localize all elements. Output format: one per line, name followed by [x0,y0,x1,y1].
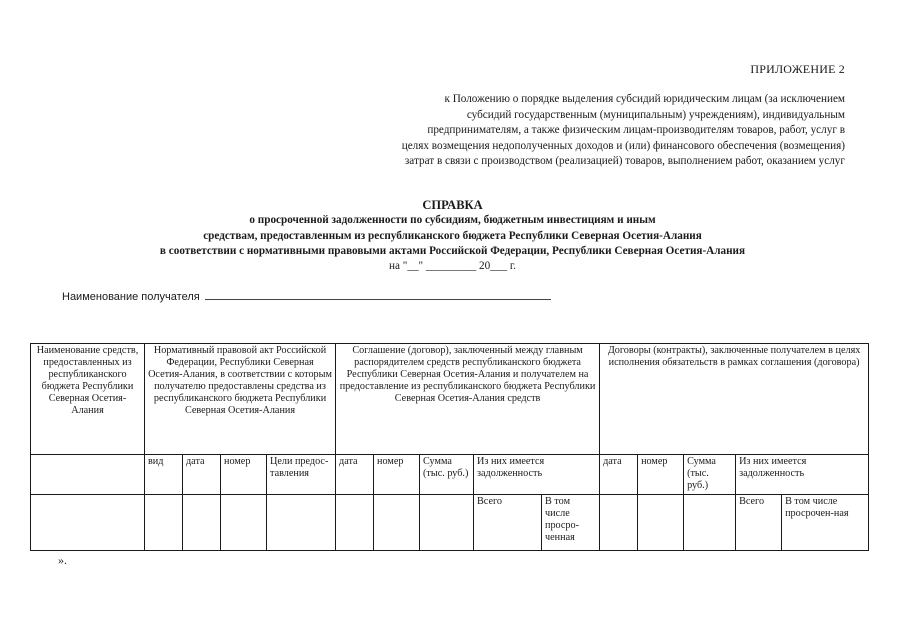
col-date: дата [183,455,221,495]
empty-cell [31,455,145,495]
table-cell[interactable] [600,495,638,551]
col-debt-overdue: В том числе просро-ченная [542,495,600,551]
header-legal-act: Нормативный правовой акт Российской Федерации, Республики Северная Осетия-Алания, в соответствии с которым получателю предоставлены средства из республиканского бюджета Республики Северная Осетия-Алания [145,344,336,455]
col-number: номер [638,455,684,495]
recipient-blank-line[interactable] [205,289,551,300]
appendix-reference [285,92,845,170]
date-line: на "__" _________ 20___ г. [389,260,516,273]
title-line: в соответствии с нормативными правовыми актами Российской Федерации, Республики Северная Осетия-Алания [159,244,746,257]
title-heading: СПРАВКА [422,198,483,212]
table-cell[interactable] [183,495,221,551]
recipient-label: Наименование получателя [62,291,200,303]
reference-line: к Положению о порядке выделения субсидий юридическим лицам (за исключением [444,93,845,105]
closing-mark: ». [58,553,67,567]
col-type: вид [145,455,183,495]
table-subheader-row [31,455,869,495]
col-debt-total: Всего [474,495,542,551]
table-cell[interactable] [420,495,474,551]
table-cell[interactable] [221,495,267,551]
col-amount: Сумма (тыс. руб.) [684,455,736,495]
header-agreement: Соглашение (договор), заключенный между главным распорядителем средств республиканского бюджета Республики Северная Осетия-Алания и получателем на предоставление из республиканского бюджета Республики Северная Осетия-Алания средств [336,344,600,455]
col-number: номер [374,455,420,495]
table-cell[interactable] [31,495,145,551]
col-amount: Сумма (тыс. руб.) [420,455,474,495]
debt-table [30,343,869,551]
title-line: средствам, предоставленным из республиканского бюджета Республики Северная Осетия-Алания [203,229,702,242]
title-line: о просроченной задолженности по субсидиям, бюджетным инвестициям и иным [249,214,656,227]
table-cell[interactable] [374,495,420,551]
recipient-field [62,289,551,303]
col-date: дата [600,455,638,495]
col-debt: Из них имеется задолженность [736,455,869,495]
table-header-row [31,344,869,455]
reference-line: затрат в связи с производством (реализацией) товаров, выполнением работ, оказанием услуг [404,155,845,168]
col-number: номер [221,455,267,495]
col-debt-total: Всего [736,495,782,551]
col-debt-overdue: В том числе просрочен-ная [782,495,869,551]
reference-line: субсидий государственным (муниципальным) учреждениям), индивидуальным [466,108,845,121]
col-purpose: Цели предос-тавления [267,455,336,495]
reference-line: предпринимателям, а также физическим лицам-производителям товаров, работ, услуг в [427,124,845,137]
header-funds: Наименование средств, предоставленных из республиканского бюджета Республики Северная Осетия-Алания [31,344,145,455]
table-cell[interactable] [267,495,336,551]
table-cell[interactable] [684,495,736,551]
col-date: дата [336,455,374,495]
document-title [0,198,905,274]
table-body-row [31,495,869,551]
appendix-number: ПРИЛОЖЕНИЕ 2 [750,62,845,76]
table-cell[interactable] [638,495,684,551]
header-contracts: Договоры (контракты), заключенные получателем в целях исполнения обязательств в рамках соглашения (договора) [600,344,869,455]
col-debt: Из них имеется задолженность [474,455,600,495]
table-cell[interactable] [145,495,183,551]
table-cell[interactable] [336,495,374,551]
reference-line: целях возмещения недополученных доходов и (или) финансового обеспечения (возмещения) [401,139,845,152]
